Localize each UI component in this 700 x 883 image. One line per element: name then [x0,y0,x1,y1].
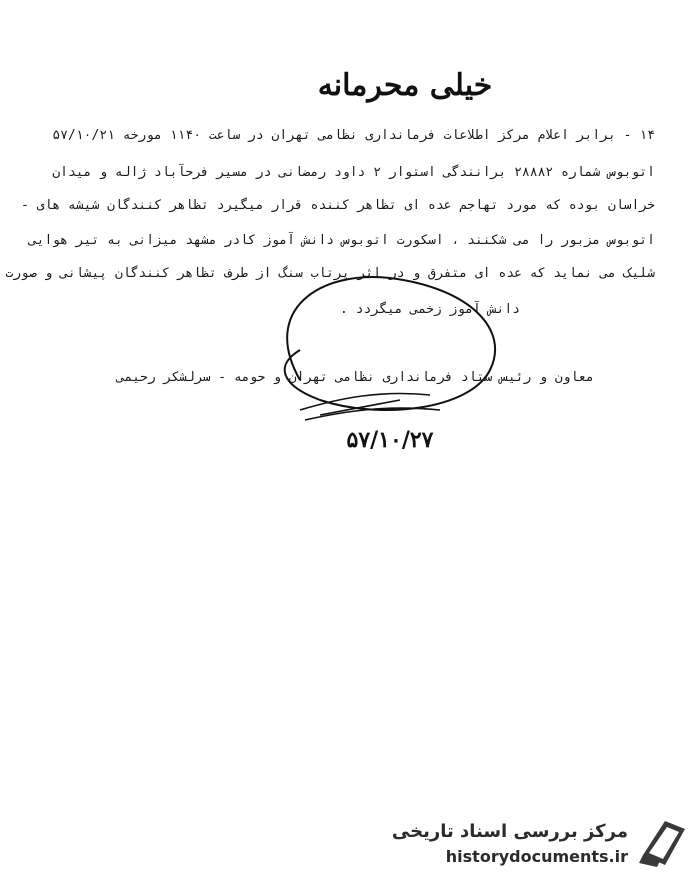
document-line-3: خراسان بوده که مورد تهاجم عده ای تظاهر کننده قرار میگیرد تظاهر کنندگان شیشه های - [21,198,655,213]
document-line-4: اتوبوس مزبور را می شکنند ، اسکورت اتوبوس دانش آموز کادر مشهد میزانی به تیر هوایی [28,233,655,248]
watermark-title: مرکز بررسی اسناد تاریخی [391,821,628,842]
signature-scribble [260,270,520,440]
document-line-2: اتوبوس شماره ۲۸۸۸۲ برانندگی استوار ۲ داود رمضانی در مسیر فرحآباد ژاله و میدان [52,165,655,180]
watermark [391,815,690,875]
signature-title: معاون و رئیس ستاد فرمانداری نظامی تهران و حومه - سرلشکر رحیمی [116,370,594,385]
document-line-6: دانش آموز زخمی میگردد . [339,302,520,317]
handwritten-date: ۵۷/۱۰/۲۷ [346,427,434,453]
document-line-5: شلیک می نماید که عده ای متفرق و در اثر پرتاب سنگ از طرف تظاهر کنندگان پیشانی و صورت [5,266,655,281]
watermark-url: historydocuments.ir [445,847,628,866]
classification-heading: خیلی محرمانه [317,68,493,103]
archive-logo-icon [635,815,690,873]
document-line-1: ۱۴ - برابر اعلام مرکز اطلاعات فرمانداری نظامی تهران در ساعت ۱۱۴۰ مورخه ۵۷/۱۰/۲۱ [52,128,655,143]
